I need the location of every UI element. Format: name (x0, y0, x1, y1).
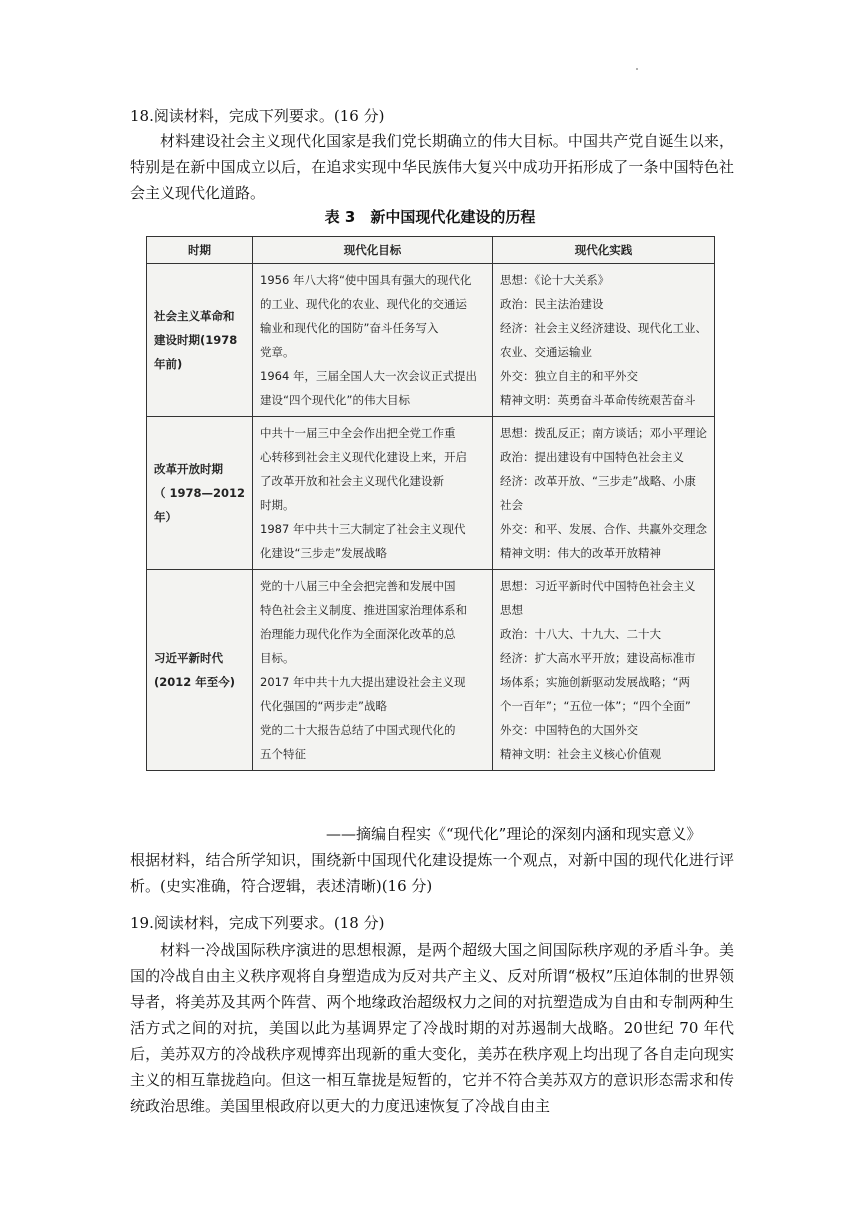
speck (636, 68, 638, 70)
table-row (147, 417, 715, 570)
practice-cell: 思想：习近平新时代中国特色社会主义 思想 政治：十八大、十九大、二十大 经济：扩大高水平开放；建设高标准市 场体系；实施创新驱动发展战略；“两 个一百年”；“五位一体”；“四个全面” 外交：中国特色的大国外交 精神文明：社会主义核心价值观 (493, 570, 715, 771)
goal-cell: 1956 年八大将“使中国具有强大的现代化 的工业、现代化的农业、现代化的交通运 输业和现代化的国防”奋斗任务写入 党章。 1964 年，三届全国人大一次会议正式提出 建设“四个现代化”的伟大目标 (253, 264, 493, 417)
question-19-material: 材料一冷战国际秩序演进的思想根源，是两个超级大国之间国际秩序观的矛盾斗争。美国的冷战自由主义秩序观将自身塑造成为反对共产主义、反对所谓“极权”压迫体制的世界领导者，将美苏及其两个阵营、两个地缘政治超级权力之间的对抗塑造成为自由和专制两种生活方式之间的对抗，美国以此为基调界定了冷战时期的对苏遏制大战略。20世纪 70 年代后，美苏双方的冷战秩序观博弈出现新的重大变化，美苏在秩序观上均出现了各自走向现实主义的相互靠拢趋向。但这一相互靠拢是短暂的，它并不符合美苏双方的意识形态需求和传统政治思维。美国里根政府以更大的力度迅速恢复了冷战自由主 (130, 941, 734, 1115)
table-row (147, 570, 715, 771)
period-cell: 改革开放时期 （ 1978—2012 年） (147, 417, 253, 570)
practice-cell: 思想：《论十大关系》 政治：民主法治建设 经济：社会主义经济建设、现代化工业、 农业、交通运输业 外交：独立自主的和平外交 精神文明：英勇奋斗革命传统艰苦奋斗 (493, 264, 715, 417)
table-header-period: 时期 (147, 237, 253, 264)
modernization-table (146, 236, 715, 771)
period-cell: 习近平新时代 (2012 年至今) (147, 570, 253, 771)
question-18-material: 材料建设社会主义现代化国家是我们党长期确立的伟大目标。中国共产党自诞生以来，特别是在新中国成立以后，在追求实现中华民族伟大复兴中成功开拓形成了一条中国特色社会主义现代化道路。 (130, 132, 734, 202)
table-header-practice: 现代化实践 (493, 237, 715, 264)
table-row (147, 264, 715, 417)
period-cell: 社会主义革命和 建设时期(1978 年前) (147, 264, 253, 417)
goal-cell: 党的十八届三中全会把完善和发展中国 特色社会主义制度、推进国家治理体系和 治理能力现代化作为全面深化改革的总 目标。 2017 年中共十九大提出建设社会主义现 代化强国的“两步走”战略 党的二十大报告总结了中国式现代化的 五个特征 (253, 570, 493, 771)
question-18-prompt: 根据材料，结合所学知识，围绕新中国现代化建设提炼一个观点，对新中国的现代化进行评析。(史实准确，符合逻辑，表述清晰)(16 分) (130, 851, 734, 895)
question-19-heading: 19.阅读材料，完成下列要求。(18 分) (130, 914, 385, 932)
practice-cell: 思想：拨乱反正；南方谈话；邓小平理论 政治：提出建设有中国特色社会主义 经济：改革开放、“三步走”战略、小康 社会 外交：和平、发展、合作、共赢外交理念 精神文明：伟大的改革开放精神 (493, 417, 715, 570)
table-title: 表 3 新中国现代化建设的历程 (324, 208, 536, 226)
goal-cell: 中共十一届三中全会作出把全党工作重 心转移到社会主义现代化建设上来，开启 了改革开放和社会主义现代化建设新 时期。 1987 年中共十三大制定了社会主义现代 化建设“三步走”发展战略 (253, 417, 493, 570)
source-citation: ——摘编自程实《“现代化”理论的深刻内涵和现实意义》 (326, 825, 702, 843)
question-18-heading: 18.阅读材料，完成下列要求。(16 分) (130, 107, 385, 125)
table-header-goal: 现代化目标 (253, 237, 493, 264)
